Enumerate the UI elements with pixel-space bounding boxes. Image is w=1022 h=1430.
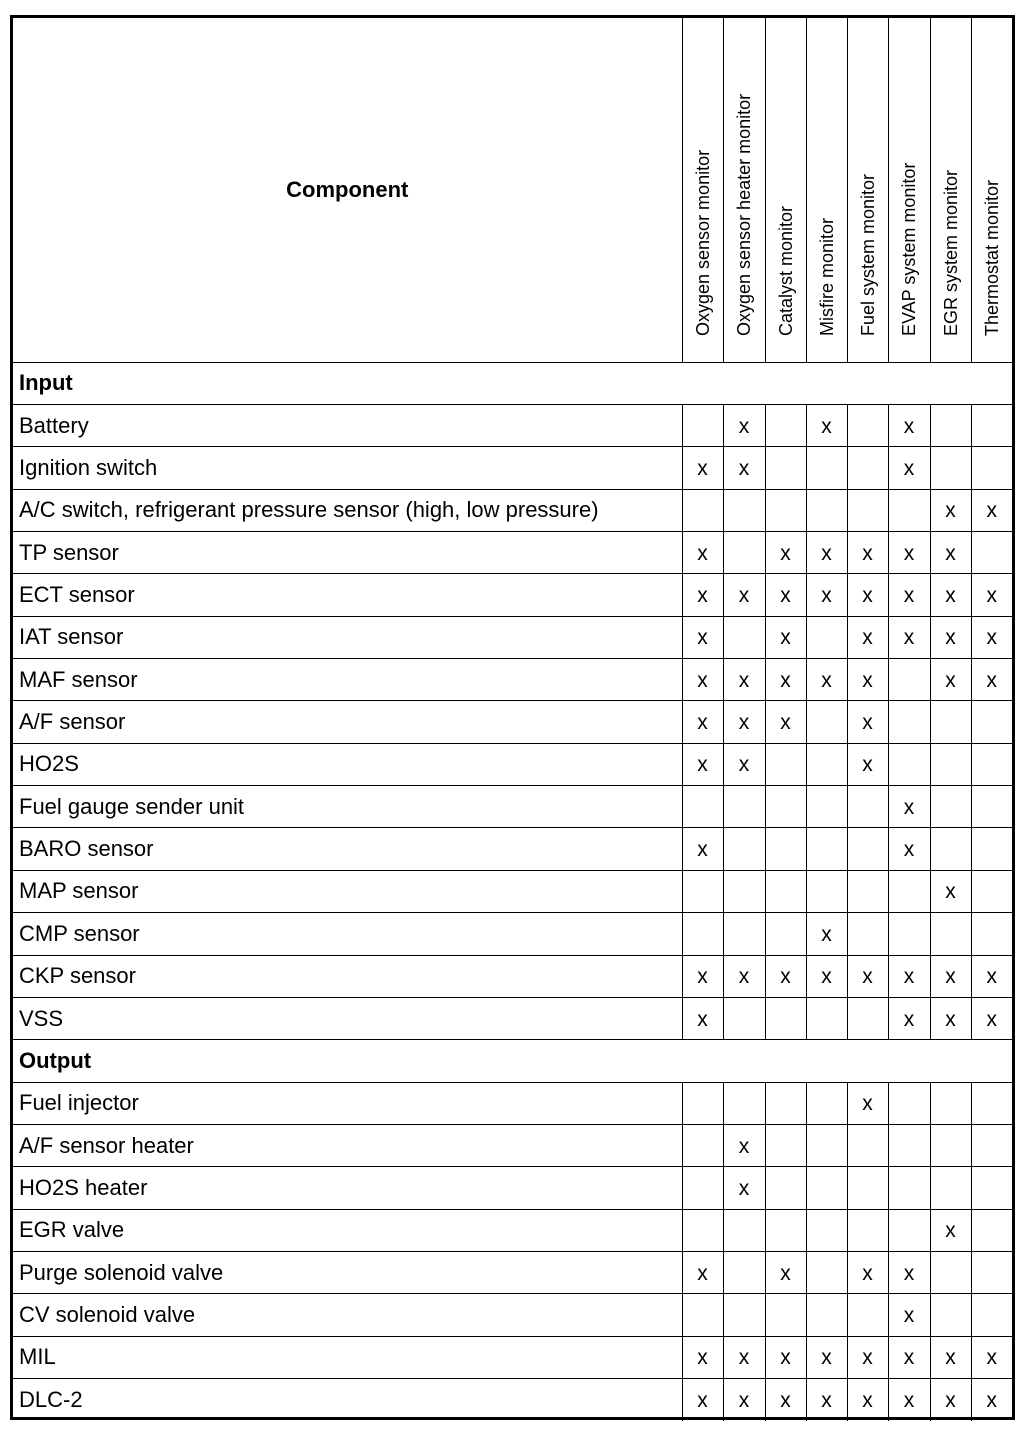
component-name: DLC-2 [13, 1379, 682, 1421]
monitor-header [847, 18, 888, 362]
empty-cell [971, 404, 1012, 446]
check-mark-cell: x [682, 1252, 723, 1294]
check-mark-cell: x [847, 955, 888, 997]
empty-cell [682, 1209, 723, 1251]
component-name: Fuel injector [13, 1082, 682, 1124]
monitor-header [765, 18, 806, 362]
check-mark-cell: x [723, 955, 765, 997]
check-mark-cell: x [971, 574, 1012, 616]
empty-cell [847, 1167, 888, 1209]
component-name: Battery [13, 404, 682, 446]
check-mark-cell: x [888, 447, 930, 489]
check-mark-cell: x [723, 743, 765, 785]
table-row [13, 1209, 1012, 1251]
check-mark-cell: x [723, 574, 765, 616]
component-name: CKP sensor [13, 955, 682, 997]
component-header: Component [13, 18, 682, 362]
section-title: Input [13, 362, 1012, 404]
check-mark-cell: x [888, 1336, 930, 1378]
check-mark-cell: x [723, 447, 765, 489]
component-name: VSS [13, 997, 682, 1039]
empty-cell [971, 786, 1012, 828]
check-mark-cell: x [765, 659, 806, 701]
check-mark-cell: x [682, 574, 723, 616]
check-mark-cell: x [765, 531, 806, 573]
check-mark-cell: x [888, 997, 930, 1039]
component-name: TP sensor [13, 531, 682, 573]
table-row [13, 828, 1012, 870]
check-mark-cell: x [806, 1336, 847, 1378]
check-mark-cell: x [765, 1252, 806, 1294]
monitor-header-label: Oxygen sensor heater monitor [734, 93, 754, 336]
monitor-header [806, 18, 847, 362]
empty-cell [847, 404, 888, 446]
empty-cell [806, 701, 847, 743]
check-mark-cell: x [723, 701, 765, 743]
empty-cell [930, 1124, 971, 1166]
table-row [13, 616, 1012, 658]
empty-cell [723, 828, 765, 870]
monitor-component-table-frame [10, 15, 1015, 1420]
check-mark-cell: x [806, 659, 847, 701]
section-row [13, 362, 1012, 404]
component-name: EGR valve [13, 1209, 682, 1251]
empty-cell [723, 1209, 765, 1251]
check-mark-cell: x [806, 955, 847, 997]
empty-cell [971, 1209, 1012, 1251]
check-mark-cell: x [847, 743, 888, 785]
check-mark-cell: x [806, 404, 847, 446]
empty-cell [682, 913, 723, 955]
check-mark-cell: x [847, 701, 888, 743]
empty-cell [971, 913, 1012, 955]
empty-cell [888, 913, 930, 955]
empty-cell [765, 1167, 806, 1209]
empty-cell [806, 1294, 847, 1336]
header-row [13, 18, 1012, 362]
empty-cell [806, 1167, 847, 1209]
component-name: HO2S [13, 743, 682, 785]
component-name: ECT sensor [13, 574, 682, 616]
check-mark-cell: x [682, 1336, 723, 1378]
empty-cell [765, 489, 806, 531]
empty-cell [806, 616, 847, 658]
empty-cell [971, 1294, 1012, 1336]
table-row [13, 659, 1012, 701]
empty-cell [847, 870, 888, 912]
check-mark-cell: x [930, 659, 971, 701]
empty-cell [723, 489, 765, 531]
empty-cell [971, 870, 1012, 912]
table-row [13, 489, 1012, 531]
check-mark-cell: x [847, 1252, 888, 1294]
empty-cell [971, 1167, 1012, 1209]
empty-cell [723, 1252, 765, 1294]
section-row [13, 1040, 1012, 1082]
check-mark-cell: x [847, 659, 888, 701]
empty-cell [847, 828, 888, 870]
empty-cell [723, 913, 765, 955]
empty-cell [765, 1124, 806, 1166]
section-title: Output [13, 1040, 1012, 1082]
empty-cell [682, 1124, 723, 1166]
table-row [13, 743, 1012, 785]
check-mark-cell: x [682, 659, 723, 701]
component-name: A/F sensor [13, 701, 682, 743]
monitor-header-label: Oxygen sensor monitor [692, 149, 713, 336]
check-mark-cell: x [723, 659, 765, 701]
check-mark-cell: x [888, 574, 930, 616]
empty-cell [765, 913, 806, 955]
empty-cell [682, 1082, 723, 1124]
check-mark-cell: x [682, 1379, 723, 1421]
empty-cell [723, 531, 765, 573]
component-name: MIL [13, 1336, 682, 1378]
empty-cell [765, 1209, 806, 1251]
empty-cell [723, 870, 765, 912]
check-mark-cell: x [888, 531, 930, 573]
check-mark-cell: x [682, 531, 723, 573]
component-name: BARO sensor [13, 828, 682, 870]
empty-cell [930, 404, 971, 446]
empty-cell [806, 447, 847, 489]
empty-cell [888, 1167, 930, 1209]
check-mark-cell: x [682, 616, 723, 658]
check-mark-cell: x [682, 955, 723, 997]
empty-cell [971, 828, 1012, 870]
empty-cell [723, 1294, 765, 1336]
monitor-header-label: Fuel system monitor [857, 173, 878, 336]
monitor-header [930, 18, 971, 362]
empty-cell [847, 1209, 888, 1251]
empty-cell [930, 786, 971, 828]
empty-cell [806, 870, 847, 912]
empty-cell [971, 743, 1012, 785]
empty-cell [806, 786, 847, 828]
empty-cell [847, 913, 888, 955]
empty-cell [971, 531, 1012, 573]
empty-cell [888, 870, 930, 912]
monitor-component-table [13, 18, 1012, 1421]
empty-cell [723, 1082, 765, 1124]
table-row [13, 786, 1012, 828]
table-row [13, 574, 1012, 616]
check-mark-cell: x [765, 701, 806, 743]
monitor-header-label: Thermostat monitor [981, 179, 1002, 336]
empty-cell [971, 1082, 1012, 1124]
empty-cell [765, 447, 806, 489]
check-mark-cell: x [682, 743, 723, 785]
check-mark-cell: x [930, 1379, 971, 1421]
empty-cell [806, 1252, 847, 1294]
check-mark-cell: x [930, 531, 971, 573]
table-row [13, 404, 1012, 446]
component-name: IAT sensor [13, 616, 682, 658]
empty-cell [682, 404, 723, 446]
check-mark-cell: x [930, 1336, 971, 1378]
check-mark-cell: x [847, 574, 888, 616]
check-mark-cell: x [682, 828, 723, 870]
check-mark-cell: x [806, 531, 847, 573]
empty-cell [682, 870, 723, 912]
component-name: MAP sensor [13, 870, 682, 912]
empty-cell [930, 1082, 971, 1124]
empty-cell [847, 997, 888, 1039]
table-row [13, 1379, 1012, 1421]
check-mark-cell: x [806, 574, 847, 616]
empty-cell [971, 447, 1012, 489]
empty-cell [765, 743, 806, 785]
empty-cell [888, 1124, 930, 1166]
check-mark-cell: x [847, 1379, 888, 1421]
empty-cell [930, 828, 971, 870]
empty-cell [971, 701, 1012, 743]
empty-cell [930, 1294, 971, 1336]
component-name: Ignition switch [13, 447, 682, 489]
table-row [13, 1336, 1012, 1378]
empty-cell [806, 1082, 847, 1124]
empty-cell [888, 1082, 930, 1124]
component-name: A/F sensor heater [13, 1124, 682, 1166]
check-mark-cell: x [765, 574, 806, 616]
empty-cell [847, 447, 888, 489]
table-row [13, 1124, 1012, 1166]
empty-cell [847, 786, 888, 828]
empty-cell [765, 786, 806, 828]
table-row [13, 701, 1012, 743]
check-mark-cell: x [806, 1379, 847, 1421]
check-mark-cell: x [682, 701, 723, 743]
empty-cell [765, 828, 806, 870]
check-mark-cell: x [888, 1379, 930, 1421]
table-row [13, 1082, 1012, 1124]
empty-cell [806, 997, 847, 1039]
check-mark-cell: x [888, 786, 930, 828]
empty-cell [888, 743, 930, 785]
check-mark-cell: x [971, 489, 1012, 531]
empty-cell [888, 1209, 930, 1251]
empty-cell [806, 743, 847, 785]
check-mark-cell: x [723, 404, 765, 446]
check-mark-cell: x [888, 955, 930, 997]
empty-cell [723, 786, 765, 828]
empty-cell [930, 447, 971, 489]
monitor-header-label: Misfire monitor [816, 217, 837, 336]
empty-cell [765, 404, 806, 446]
check-mark-cell: x [930, 574, 971, 616]
table-row [13, 1294, 1012, 1336]
check-mark-cell: x [930, 1209, 971, 1251]
component-name: CV solenoid valve [13, 1294, 682, 1336]
component-name: A/C switch, refrigerant pressure sensor (high, low pressure) [13, 489, 682, 531]
check-mark-cell: x [971, 616, 1012, 658]
check-mark-cell: x [971, 1379, 1012, 1421]
check-mark-cell: x [930, 997, 971, 1039]
empty-cell [682, 786, 723, 828]
check-mark-cell: x [847, 531, 888, 573]
monitor-header [971, 18, 1012, 362]
check-mark-cell: x [888, 1294, 930, 1336]
check-mark-cell: x [723, 1379, 765, 1421]
check-mark-cell: x [723, 1124, 765, 1166]
empty-cell [930, 1252, 971, 1294]
empty-cell [847, 489, 888, 531]
empty-cell [765, 1294, 806, 1336]
empty-cell [888, 701, 930, 743]
check-mark-cell: x [971, 1336, 1012, 1378]
empty-cell [888, 489, 930, 531]
empty-cell [723, 997, 765, 1039]
table-row [13, 1167, 1012, 1209]
empty-cell [971, 1124, 1012, 1166]
empty-cell [888, 659, 930, 701]
component-name: CMP sensor [13, 913, 682, 955]
monitor-header-label: EGR system monitor [940, 169, 961, 336]
component-name: MAF sensor [13, 659, 682, 701]
check-mark-cell: x [723, 1167, 765, 1209]
table-row [13, 1252, 1012, 1294]
table-row [13, 913, 1012, 955]
table-row [13, 447, 1012, 489]
check-mark-cell: x [930, 616, 971, 658]
check-mark-cell: x [930, 489, 971, 531]
empty-cell [930, 1167, 971, 1209]
check-mark-cell: x [806, 913, 847, 955]
check-mark-cell: x [765, 955, 806, 997]
monitor-header [723, 18, 765, 362]
component-name: Fuel gauge sender unit [13, 786, 682, 828]
monitor-header [682, 18, 723, 362]
empty-cell [930, 743, 971, 785]
table-row [13, 531, 1012, 573]
empty-cell [806, 1209, 847, 1251]
empty-cell [806, 828, 847, 870]
table-row [13, 870, 1012, 912]
check-mark-cell: x [971, 659, 1012, 701]
empty-cell [682, 1167, 723, 1209]
check-mark-cell: x [765, 616, 806, 658]
empty-cell [847, 1124, 888, 1166]
check-mark-cell: x [847, 1082, 888, 1124]
empty-cell [765, 1082, 806, 1124]
check-mark-cell: x [971, 997, 1012, 1039]
empty-cell [930, 701, 971, 743]
monitor-header [888, 18, 930, 362]
empty-cell [930, 913, 971, 955]
empty-cell [682, 489, 723, 531]
empty-cell [806, 489, 847, 531]
check-mark-cell: x [847, 616, 888, 658]
check-mark-cell: x [888, 828, 930, 870]
check-mark-cell: x [723, 1336, 765, 1378]
empty-cell [806, 1124, 847, 1166]
component-name: Purge solenoid valve [13, 1252, 682, 1294]
check-mark-cell: x [888, 404, 930, 446]
empty-cell [765, 870, 806, 912]
check-mark-cell: x [847, 1336, 888, 1378]
check-mark-cell: x [930, 955, 971, 997]
component-name: HO2S heater [13, 1167, 682, 1209]
empty-cell [723, 616, 765, 658]
check-mark-cell: x [765, 1379, 806, 1421]
check-mark-cell: x [971, 955, 1012, 997]
monitor-header-label: Catalyst monitor [775, 205, 796, 336]
check-mark-cell: x [682, 447, 723, 489]
table-row [13, 955, 1012, 997]
check-mark-cell: x [930, 870, 971, 912]
empty-cell [765, 997, 806, 1039]
empty-cell [682, 1294, 723, 1336]
empty-cell [971, 1252, 1012, 1294]
monitor-header-label: EVAP system monitor [899, 162, 919, 336]
check-mark-cell: x [765, 1336, 806, 1378]
table-row [13, 997, 1012, 1039]
check-mark-cell: x [888, 1252, 930, 1294]
check-mark-cell: x [682, 997, 723, 1039]
empty-cell [847, 1294, 888, 1336]
check-mark-cell: x [888, 616, 930, 658]
